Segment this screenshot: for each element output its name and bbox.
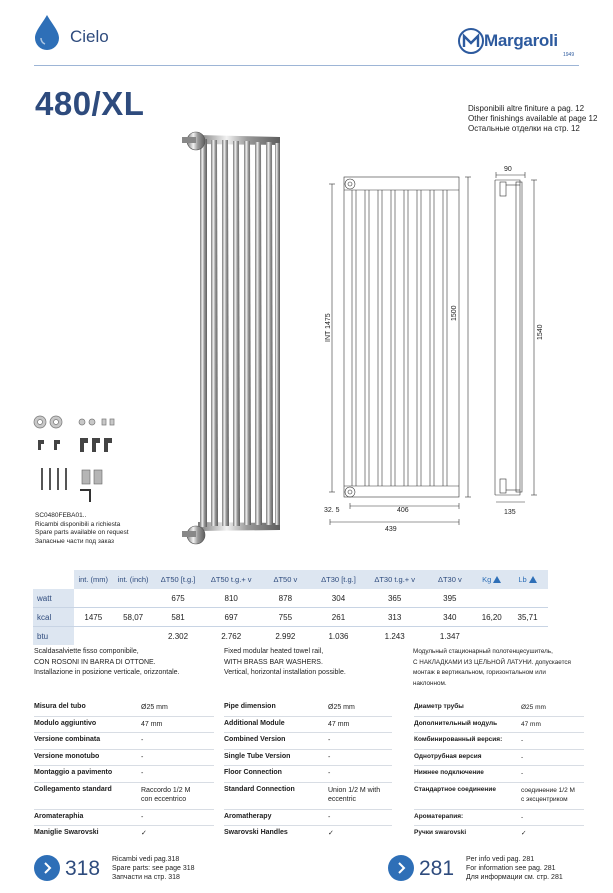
col-int-mm: int. (mm) — [74, 570, 113, 589]
spare-parts-page-link[interactable]: 318 — [65, 857, 101, 880]
dim-439-label: 439 — [385, 526, 397, 533]
list-item: Aromateraphia - — [34, 810, 214, 827]
brand-year: 1949 — [563, 52, 575, 58]
col-dt30-v: ΔT30 v — [423, 570, 476, 589]
dim-90-label: 90 — [504, 166, 512, 173]
list-item: Collegamento standard Raccordo 1/2 M con eccentrico — [34, 783, 214, 810]
description-it: Scaldasalviette fisso componibile, CON ROSONI IN BARRA DI OTTONE. Installazione in posizione verticale, orizzontale. — [34, 648, 180, 676]
col-dt50-tgv: ΔT50 t.g.+ v — [203, 570, 260, 589]
col-dt30-tgv: ΔT30 t.g.+ v — [366, 570, 423, 589]
series-name: Cielo — [70, 27, 109, 46]
list-item: Misura del tubo Ø25 mm — [34, 700, 214, 717]
int-inch-value: 58,07 — [113, 608, 154, 627]
next-page-icon[interactable] — [34, 855, 60, 881]
brand-name: Margaroli — [484, 31, 558, 50]
spare-parts-it: Ricambi disponibili a richiesta — [35, 520, 121, 528]
spare-parts-ru: Запасные части под заказ — [35, 537, 114, 545]
col-dt30-tg: ΔT30 [t.g.] — [311, 570, 366, 589]
model-title: 480/XL — [35, 85, 145, 122]
list-item: Combined Version - — [224, 733, 392, 750]
water-drop-icon — [33, 14, 61, 50]
towel-rail-photo — [180, 125, 290, 550]
info-page-icon[interactable] — [388, 855, 414, 881]
weight-icon — [493, 576, 501, 583]
list-item: Стандартное соединение соединение 1/2 M с эксцентриком — [414, 783, 584, 810]
finishings-en: Other finishings available at page 12 — [468, 114, 598, 123]
spare-parts-en: Spare parts available on request — [35, 529, 129, 536]
list-item: Ароматерапия: - — [414, 810, 584, 827]
specs-ru — [414, 700, 584, 842]
col-dt50-v: ΔT50 v — [260, 570, 311, 589]
specs-en — [224, 700, 392, 842]
col-kg: Kg — [476, 570, 507, 589]
col-int-inch: int. (inch) — [113, 570, 154, 589]
dim-1500-label: 1500 — [451, 305, 458, 321]
list-item: Диаметр трубы Ø25 mm — [414, 700, 584, 717]
list-item: Floor Connection - — [224, 766, 392, 783]
spare-parts-footer-note: Ricambi vedi pag.318 Spare parts: see page 318 Запчасти на стр. 318 — [112, 856, 195, 881]
weight-icon — [529, 576, 537, 583]
finishings-it: Disponibili altre finiture a pag. 12 — [468, 104, 585, 113]
kg-value: 16,20 — [476, 608, 507, 627]
list-item: Standard Connection Union 1/2 M with eccentric — [224, 783, 392, 810]
margaroli-logo-icon — [458, 28, 484, 54]
list-item: Single Tube Version - — [224, 750, 392, 767]
performance-table — [33, 570, 548, 645]
technical-drawing — [320, 160, 590, 535]
table-row: btu 2.302 2.762 2.992 1.036 1.243 1.347 — [33, 627, 548, 646]
list-item: Swarovski Handles ✓ — [224, 829, 334, 837]
dim-32-5-label: 32. 5 — [324, 507, 340, 514]
list-item: Versione monotubo - — [34, 750, 214, 767]
list-item: Дополнительный модуль 47 mm — [414, 717, 584, 734]
list-item: Versione combinata - — [34, 733, 214, 750]
spare-parts-illustration — [30, 410, 125, 510]
list-item: Нижнее подключение - — [414, 766, 584, 783]
table-row: kcal 1475 58,07 581 697 755 261 313 340 16,20 35,71 — [33, 608, 548, 627]
dim-1540-label: 1540 — [537, 324, 544, 340]
dim-int-label: INT 1475 — [325, 313, 332, 342]
lb-value: 35,71 — [507, 608, 548, 627]
spare-parts-note — [35, 512, 129, 546]
description-ru: Модульный стационарный полотенцесушитель, С НАКЛАДКАМИ ИЗ ЦЕЛЬНОЙ ЛАТУНИ. допускается монтаж в вертикальном, горизонтальном или наклонном. — [413, 648, 571, 687]
col-lb: Lb — [507, 570, 548, 589]
specs-it — [34, 700, 214, 842]
list-item: Additional Module 47 mm — [224, 717, 392, 734]
header-divider — [34, 65, 579, 66]
list-item: Maniglie Swarovski ✓ — [34, 829, 147, 837]
info-footer-note: Per info vedi pag. 281 For information see pag. 281 Для информации см. стр. 281 — [466, 856, 563, 881]
list-item: Pipe dimension Ø25 mm — [224, 700, 392, 717]
dim-406-label: 406 — [397, 507, 409, 514]
list-item: Montaggio a pavimento - — [34, 766, 214, 783]
list-item: Modulo aggiuntivo 47 mm — [34, 717, 214, 734]
list-item: Aromatherapy - — [224, 810, 392, 827]
list-item: Комбинированный версия: - — [414, 733, 584, 750]
finishings-note — [468, 104, 597, 134]
info-page-link[interactable]: 281 — [419, 857, 455, 880]
table-row: watt 675 810 878 304 365 395 — [33, 589, 548, 608]
int-mm-value: 1475 — [74, 608, 113, 627]
spare-parts-code: SC0480FEBA01.. — [35, 512, 87, 519]
col-dt50-tg: ΔT50 [t.g.] — [154, 570, 203, 589]
dim-135-label: 135 — [504, 509, 516, 516]
description-en: Fixed modular heated towel rail, WITH BRASS BAR WASHERS. Vertical, horizontal installation possible. — [224, 648, 346, 676]
list-item: Однотрубная версия - — [414, 750, 584, 767]
list-item: Ручки swarovski ✓ — [414, 829, 527, 837]
finishings-ru: Остальные отделки на стр. 12 — [468, 124, 580, 133]
